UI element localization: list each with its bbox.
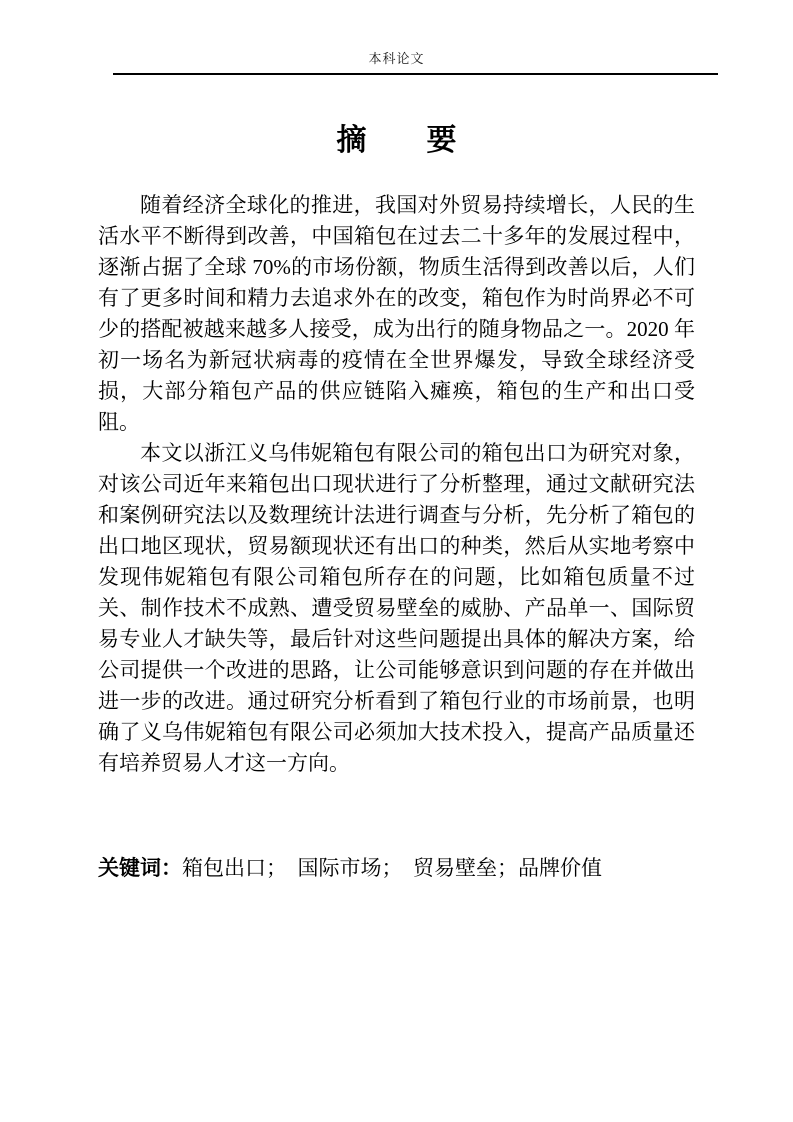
keywords-text: 箱包出口； 国际市场； 贸易壁垒；品牌价值	[182, 856, 602, 880]
header-rule	[113, 73, 718, 75]
abstract-title: 摘 要	[336, 124, 457, 157]
abstract-paragraph-2: 本文以浙江义乌伟妮箱包有限公司的箱包出口为研究对象，对该公司近年来箱包出口现状进行了分析整理，通过文献研究法和案例研究法以及数理统计法进行调查与分析，先分析了箱包的出口地区现状，贸易额现状还有出口的种类，然后从实地考察中发现伟妮箱包有限公司箱包所存在的问题，比如箱包质量不过关、制作技术不成熟、遭受贸易壁垒的威胁、产品单一、国际贸易专业人才缺失等，最后针对这些问题提出具体的解决方案，给公司提供一个改进的思路，让公司能够意识到问题的存在并做出进一步的改进。通过研究分析看到了箱包行业的市场前景，也明确了义乌伟妮箱包有限公司必须加大技术投入，提高产品质量还有培养贸易人才这一方向。	[98, 441, 695, 775]
running-head: 本科论文	[368, 51, 425, 66]
abstract-paragraph-1: 随着经济全球化的推进，我国对外贸易持续增长，人民的生活水平不断得到改善，中国箱包在过去二十多年的发展过程中，逐渐占据了全球 70%的市场份额，物质生活得到改善以后，人们有了更多时间和精力去追求外在的改变，箱包作为时尚界必不可少的搭配被越来越多人接受，成为出行的随身物品之一。2020 年初一场名为新冠状病毒的疫情在全世界爆发，导致全球经济受损，大部分箱包产品的供应链陷入瘫痪，箱包的生产和出口受阻。	[98, 193, 695, 434]
abstract-section	[98, 120, 695, 905]
keywords-line	[98, 853, 695, 884]
keywords-label: 关键词：	[98, 856, 182, 880]
